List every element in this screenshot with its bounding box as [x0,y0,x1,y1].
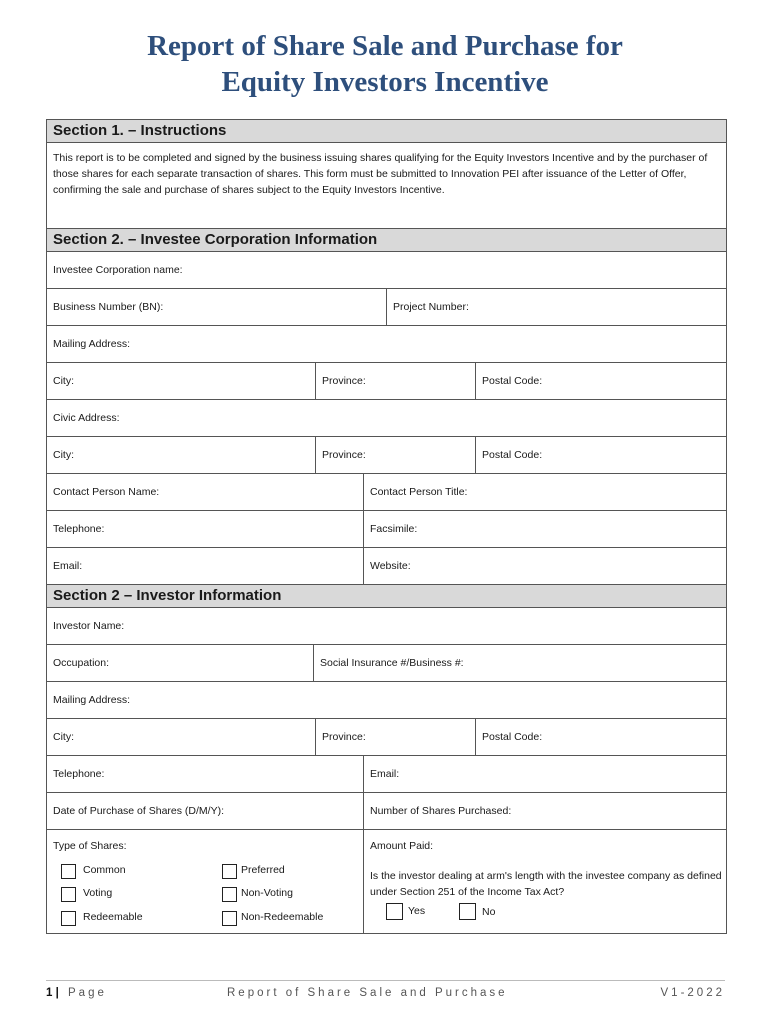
footer-title: Report of Share Sale and Purchase [227,987,508,999]
corp-city-label-2: City: [53,449,74,461]
bn-field[interactable] [47,289,386,325]
page-footer [46,980,725,999]
instructions-text: This report is to be completed and signed by the business issuing shares qualifying for the Equity Investors Incentive and by the purchaser of those shares for each separate transaction of shares. This form must be submitted to Innovation PEI after issuance of the Letter of Offer, confirming the sale and purchase of shares subject to the Equity Investors Incentive. [47,143,726,229]
no-checkbox[interactable] [459,903,476,920]
title-line-2: Equity Investors Incentive [221,66,549,98]
investor-email-label: Email: [370,768,400,780]
corp-province-label-1: Province: [322,375,366,387]
arms-length-question: Is the investor dealing at arm's length with the investee company as defined under Section 251 of the Income Tax Act? [370,870,722,898]
corp-facsimile-label: Facsimile: [370,523,418,535]
common-checkbox[interactable] [61,864,76,879]
investor-city-field[interactable] [47,719,315,755]
investor-city-row [47,719,726,756]
type-shares-label: Type of Shares: [53,840,127,852]
corp-name-row [47,252,726,289]
corp-telephone-label: Telephone: [53,523,105,535]
investor-province-label: Province: [322,731,366,743]
project-number-label: Project Number: [393,301,469,313]
investor-city-label: City: [53,731,74,743]
voting-checkbox[interactable] [61,887,76,902]
redeemable-checkbox[interactable] [61,911,76,926]
civic-address-label: Civic Address: [53,412,120,424]
investor-telephone-field[interactable] [47,756,363,792]
date-purchase-label: Date of Purchase of Shares (D/M/Y): [53,805,224,817]
corp-postal-label-2: Postal Code: [482,449,543,461]
corp-postal-field-2[interactable] [475,437,726,473]
corp-name-label: Investee Corporation name: [53,264,183,276]
corp-province-label-2: Province: [322,449,366,461]
amount-paid-label: Amount Paid: [370,840,434,852]
investor-mailing-label: Mailing Address: [53,694,131,706]
non-voting-label: Non-Voting [241,887,293,899]
corp-website-label: Website: [370,560,411,572]
bn-label: Business Number (BN): [53,301,164,313]
contact-name-label: Contact Person Name: [53,486,160,498]
corp-city-row-1 [47,363,726,400]
corp-city-field-1[interactable] [47,363,315,399]
corp-email-row [47,548,726,585]
project-number-field[interactable] [386,289,726,325]
corp-province-field-1[interactable] [315,363,475,399]
civic-row [47,400,726,437]
no-label: No [482,906,496,918]
date-purchase-field[interactable] [47,793,363,829]
bn-row [47,289,726,326]
investor-name-row [47,608,726,645]
investor-name-label: Investor Name: [53,620,125,632]
corp-mailing-field[interactable] [47,326,726,362]
num-shares-field[interactable] [363,793,726,829]
voting-label: Voting [83,887,113,899]
occupation-row [47,645,726,682]
contact-row [47,474,726,511]
section1-heading: Section 1. – Instructions [47,120,726,143]
preferred-checkbox[interactable] [222,864,237,879]
corp-name-field[interactable] [47,252,726,288]
investor-name-field[interactable] [47,608,726,644]
non-voting-checkbox[interactable] [222,887,237,902]
investor-mailing-row [47,682,726,719]
corp-phone-row [47,511,726,548]
corp-province-field-2[interactable] [315,437,475,473]
form-title [0,28,770,100]
purchase-row [47,793,726,830]
yes-checkbox[interactable] [386,903,403,920]
corp-website-field[interactable] [363,548,726,584]
contact-title-label: Contact Person Title: [370,486,468,498]
corp-city-row-2 [47,437,726,474]
footer-version: V1-2022 [660,987,725,999]
corp-mailing-label: Mailing Address: [53,338,131,350]
occupation-label: Occupation: [53,657,110,669]
investor-postal-label: Postal Code: [482,731,543,743]
yes-label: Yes [408,905,426,917]
investor-postal-field[interactable] [475,719,726,755]
non-redeemable-label: Non-Redeemable [241,911,324,923]
investor-phone-row [47,756,726,793]
civic-address-field[interactable] [47,400,726,436]
num-shares-label: Number of Shares Purchased: [370,805,512,817]
title-line-1: Report of Share Sale and Purchase for [147,30,623,62]
investor-province-field[interactable] [315,719,475,755]
contact-title-field[interactable] [363,474,726,510]
page-word: Page [68,987,107,999]
corp-postal-field-1[interactable] [475,363,726,399]
corp-email-field[interactable] [47,548,363,584]
corp-telephone-field[interactable] [47,511,363,547]
page-number: 1 | [46,987,59,999]
redeemable-label: Redeemable [83,911,143,923]
investor-email-field[interactable] [363,756,726,792]
report-form [46,119,727,934]
share-type-row [47,830,726,934]
corp-city-label-1: City: [53,375,74,387]
corp-facsimile-field[interactable] [363,511,726,547]
corp-city-field-2[interactable] [47,437,315,473]
amount-paid-cell [363,830,726,933]
non-redeemable-checkbox[interactable] [222,911,237,926]
section3-heading: Section 2 – Investor Information [47,585,726,608]
investor-mailing-field[interactable] [47,682,726,718]
contact-name-field[interactable] [47,474,363,510]
preferred-label: Preferred [241,864,285,876]
sin-field[interactable] [313,645,726,681]
section2-heading: Section 2. – Investee Corporation Information [47,229,726,252]
common-label: Common [83,864,126,876]
investor-telephone-label: Telephone: [53,768,105,780]
occupation-field[interactable] [47,645,313,681]
corp-mailing-row [47,326,726,363]
sin-label: Social Insurance #/Business #: [320,657,464,669]
type-shares-cell [47,830,363,933]
corp-email-label: Email: [53,560,83,572]
corp-postal-label-1: Postal Code: [482,375,543,387]
